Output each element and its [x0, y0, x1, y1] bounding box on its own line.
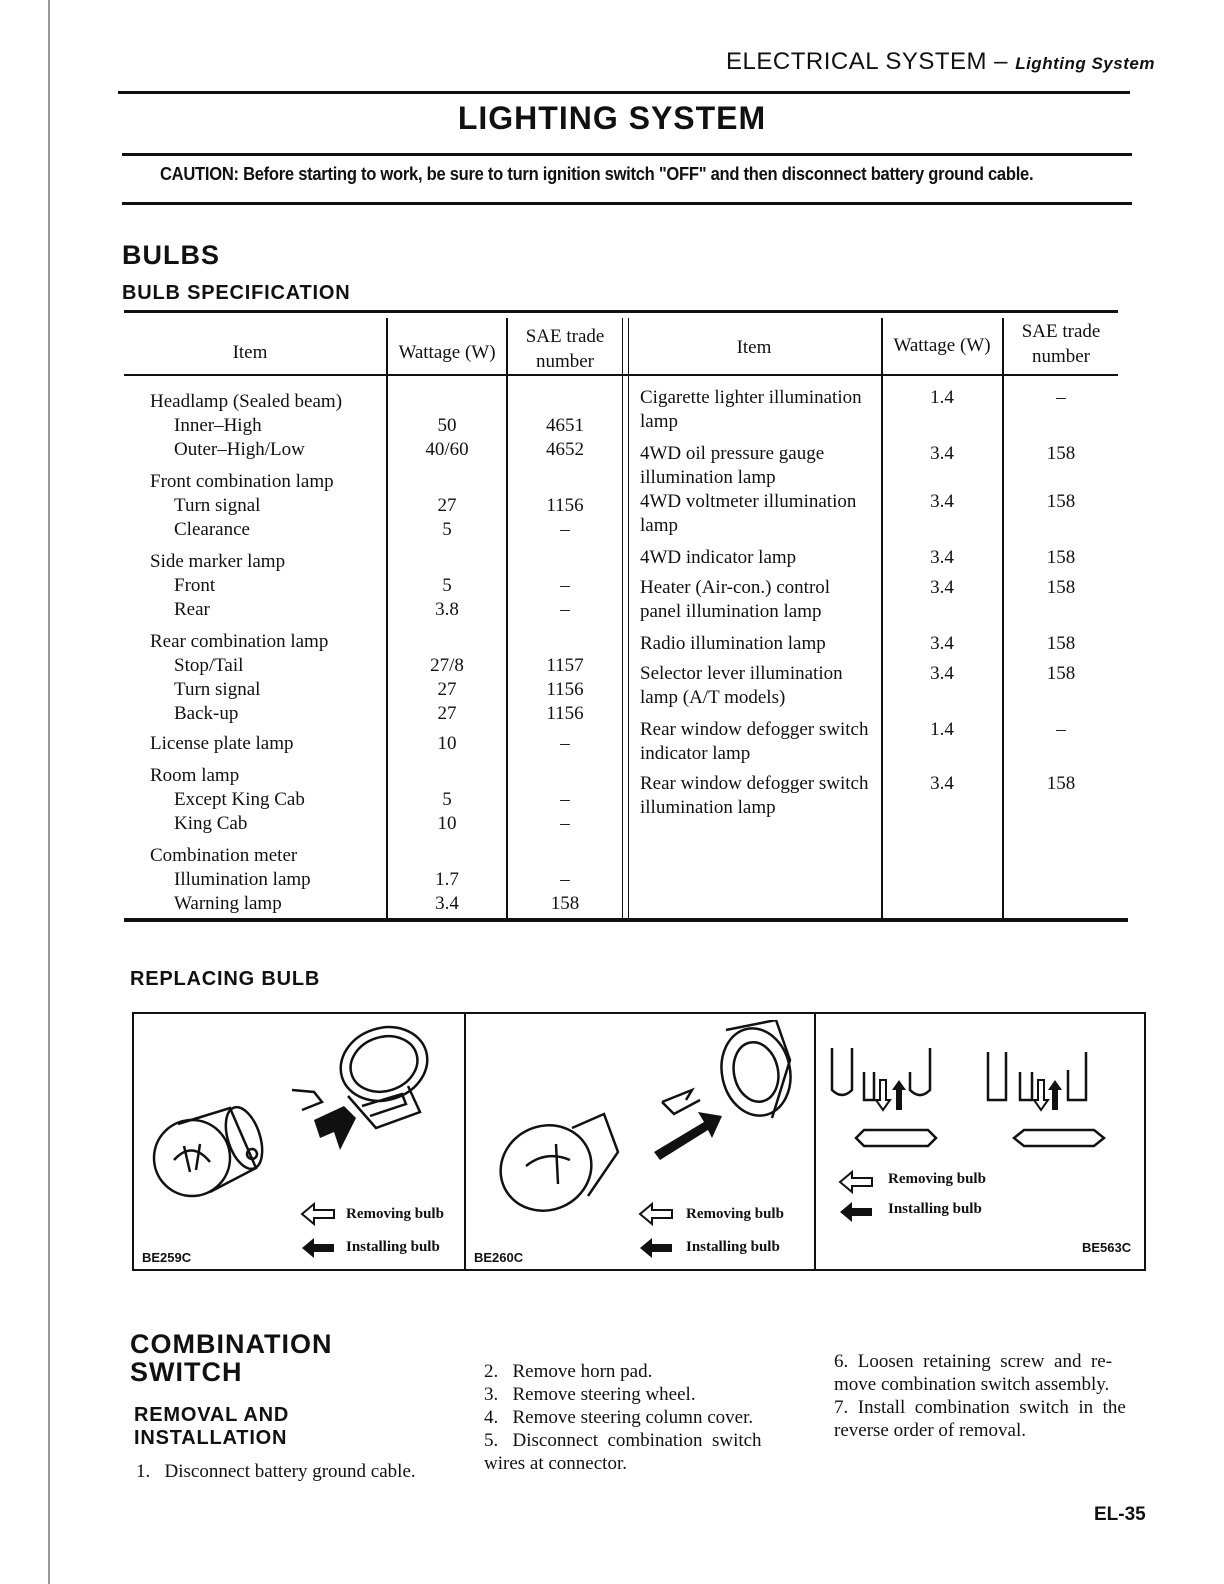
caution-note: CAUTION: Before starting to work, be sure to turn ignition switch "OFF" and then disconnect battery ground cable.: [160, 164, 1034, 184]
bulb-spec-heading: BULB SPECIFICATION: [122, 282, 351, 304]
heading-line: INSTALLATION: [134, 1427, 288, 1449]
legend-removing-bulb: Removing bulb: [888, 1171, 986, 1187]
item-cell: [640, 442, 824, 490]
wattage-cell: 1.4: [930, 387, 954, 408]
item-line: 4WD voltmeter illumination: [640, 491, 857, 512]
heading-line: COMBINATION: [130, 1329, 333, 1359]
item-cell: Combination meter: [150, 845, 298, 866]
bulbs-heading: BULBS: [122, 240, 220, 270]
wedge-bulb-illustration: [476, 1020, 806, 1220]
sae-cell: –: [1056, 387, 1066, 408]
step-text: Remove steering wheel.: [512, 1384, 696, 1405]
item-cell: [640, 632, 826, 656]
step-6-continued: move combination switch assembly.: [834, 1374, 1110, 1395]
header-rule: [118, 91, 1130, 94]
wattage-cell: 5: [442, 575, 452, 596]
step-number: 4.: [484, 1407, 499, 1428]
item-line: Selector lever illumination: [640, 663, 843, 684]
sae-cell: –: [560, 813, 570, 834]
step-number: 7.: [834, 1397, 849, 1418]
item-cell: [640, 662, 843, 710]
sae-cell: –: [560, 599, 570, 620]
installing-arrow-icon: [300, 1236, 336, 1260]
wattage-cell: 1.4: [930, 719, 954, 740]
page-number: EL-35: [1094, 1504, 1146, 1525]
wattage-cell: 1.7: [435, 869, 459, 890]
wattage-cell: 27: [437, 495, 457, 516]
sae-cell: 1157: [546, 655, 584, 676]
item-cell: Headlamp (Sealed beam): [150, 391, 343, 412]
replacing-bulb-figures: [132, 1012, 1146, 1271]
sae-header-line2: number: [535, 351, 595, 372]
step-number: 3.: [484, 1384, 499, 1405]
replacing-bulb-heading: REPLACING BULB: [130, 968, 321, 990]
item-cell: Stop/Tail: [174, 655, 244, 676]
wattage-cell: 3.4: [930, 663, 954, 684]
legend-removing-bulb: Removing bulb: [686, 1206, 784, 1222]
wattage-cell: 5: [442, 519, 452, 540]
item-cell: Clearance: [174, 519, 250, 540]
sae-cell: –: [560, 575, 570, 596]
wattage-cell: 40/60: [425, 439, 469, 460]
step-number: 6.: [834, 1351, 849, 1372]
item-line: panel illumination lamp: [640, 601, 822, 622]
item-cell: [640, 386, 862, 434]
wattage-cell: 3.4: [930, 491, 954, 512]
item-cell: Turn signal: [174, 679, 261, 700]
item-line: lamp: [640, 411, 678, 432]
legend-installing-bulb: Installing bulb: [888, 1201, 982, 1217]
item-line: Heater (Air-con.) control: [640, 577, 831, 598]
item-cell: King Cab: [174, 813, 248, 834]
sae-cell: 158: [550, 893, 580, 914]
item-cell: Warning lamp: [174, 893, 282, 914]
step-5: [484, 1429, 804, 1452]
wattage-cell: 27: [437, 703, 457, 724]
sae-header-line1: SAE trade: [1021, 321, 1101, 342]
sae-cell: 158: [1046, 633, 1076, 654]
item-line: 4WD oil pressure gauge: [640, 443, 825, 464]
sae-cell: 1156: [546, 679, 584, 700]
sae-cell: 158: [1046, 773, 1076, 794]
step-6: [834, 1350, 1154, 1373]
caution-top-rule: [122, 153, 1132, 156]
item-cell: [640, 576, 830, 624]
col-header-sae-right: [1004, 319, 1118, 369]
figure-code: BE260C: [474, 1250, 524, 1265]
figure-code: BE563C: [1082, 1240, 1132, 1255]
item-cell: Except King Cab: [174, 789, 305, 810]
item-cell: Inner–High: [174, 415, 262, 436]
figure-code: BE259C: [142, 1250, 192, 1265]
figure-divider: [464, 1014, 466, 1269]
step-2: [484, 1360, 804, 1383]
removal-installation-heading: [134, 1404, 289, 1450]
step-5-continued: wires at connector.: [484, 1453, 627, 1474]
wattage-cell: 10: [437, 813, 457, 834]
sae-cell: 1156: [546, 703, 584, 724]
wattage-cell: 5: [442, 789, 452, 810]
removing-arrow-icon: [638, 1202, 674, 1226]
wattage-cell: 3.4: [930, 633, 954, 654]
steps-column-2: [484, 1360, 804, 1475]
item-line: lamp: [640, 515, 678, 536]
step-number: 1.: [136, 1461, 151, 1482]
step-text: Remove steering column cover.: [512, 1407, 754, 1428]
wattage-cell: 3.8: [435, 599, 459, 620]
combination-switch-heading: [130, 1330, 332, 1386]
sae-cell: 4652: [546, 439, 584, 460]
wattage-cell: 27/8: [430, 655, 464, 676]
item-cell: Side marker lamp: [150, 551, 286, 572]
removing-arrow-icon: [300, 1202, 336, 1226]
page-margin-line: [48, 0, 50, 1584]
step-text: Remove horn pad.: [512, 1361, 653, 1382]
sae-cell: 1156: [546, 495, 584, 516]
page-title: LIGHTING SYSTEM: [457, 100, 767, 136]
installing-arrow-icon: [838, 1200, 874, 1224]
item-line: Radio illumination lamp: [640, 633, 826, 654]
wattage-cell: 3.4: [930, 443, 954, 464]
item-cell: Illumination lamp: [174, 869, 311, 890]
item-line: illumination lamp: [640, 797, 776, 818]
installing-arrow-icon: [638, 1236, 674, 1260]
step-number: 5.: [484, 1430, 499, 1451]
col-header-sae: [508, 324, 622, 374]
step-text: Loosen retaining screw and re-: [857, 1351, 1113, 1372]
step-1: [136, 1460, 456, 1483]
removing-arrow-icon: [838, 1170, 874, 1194]
header-subsection: Lighting System: [1015, 54, 1155, 73]
wattage-cell: 3.4: [930, 547, 954, 568]
item-cell: Rear: [174, 599, 210, 620]
step-3: [484, 1383, 804, 1406]
sae-cell: –: [560, 733, 570, 754]
item-cell: Outer–High/Low: [174, 439, 305, 460]
col-divider-double: [622, 318, 629, 922]
item-cell: Turn signal: [174, 495, 261, 516]
running-header: [726, 48, 1155, 76]
item-cell: Room lamp: [150, 765, 240, 786]
col-header-wattage-right: Wattage (W): [893, 335, 991, 356]
step-number: 2.: [484, 1361, 499, 1382]
table-header-rule: [124, 374, 1118, 376]
item-cell: [640, 718, 868, 766]
item-cell: Back-up: [174, 703, 239, 724]
sae-header-line2: number: [1031, 346, 1091, 367]
sae-cell: –: [560, 869, 570, 890]
col-header-wattage: Wattage (W): [398, 342, 496, 363]
bayonet-bulb-illustration: [144, 1020, 454, 1210]
item-line: illumination lamp: [640, 467, 776, 488]
item-line: 4WD indicator lamp: [640, 547, 797, 568]
legend-removing-bulb: Removing bulb: [346, 1206, 444, 1222]
item-cell: Rear combination lamp: [150, 631, 329, 652]
legend-installing-bulb: Installing bulb: [346, 1239, 440, 1255]
sae-cell: 158: [1046, 491, 1076, 512]
sae-cell: 158: [1046, 547, 1076, 568]
step-7: [834, 1396, 1154, 1419]
sae-header-line1: SAE trade: [525, 326, 605, 347]
sae-cell: –: [1056, 719, 1066, 740]
wattage-cell: 3.4: [930, 577, 954, 598]
item-line: Rear window defogger switch: [640, 773, 869, 794]
item-line: Cigarette lighter illumination: [640, 387, 862, 408]
col-header-item: Item: [232, 342, 268, 363]
item-cell: [640, 490, 856, 538]
sae-cell: 4651: [546, 415, 584, 436]
wattage-cell: 27: [437, 679, 457, 700]
figure-divider: [814, 1014, 816, 1269]
sae-cell: –: [560, 519, 570, 540]
col-header-item-right: Item: [736, 337, 772, 358]
sae-cell: 158: [1046, 577, 1076, 598]
item-cell: Front: [174, 575, 216, 596]
step-text: Disconnect battery ground cable.: [164, 1461, 416, 1482]
sae-cell: 158: [1046, 663, 1076, 684]
caution-bottom-rule: [122, 202, 1132, 205]
item-cell: Front combination lamp: [150, 471, 334, 492]
wattage-cell: 3.4: [435, 893, 459, 914]
heading-line: SWITCH: [130, 1357, 243, 1387]
item-line: lamp (A/T models): [640, 687, 786, 708]
step-text: Disconnect combination switch: [512, 1430, 762, 1451]
bulb-spec-table: [124, 310, 1118, 922]
step-text: Install combination switch in the: [857, 1397, 1126, 1418]
item-line: indicator lamp: [640, 743, 751, 764]
step-7-continued: reverse order of removal.: [834, 1420, 1027, 1441]
header-section: ELECTRICAL SYSTEM –: [726, 48, 1009, 75]
item-cell: License plate lamp: [150, 733, 294, 754]
wattage-cell: 50: [437, 415, 457, 436]
steps-column-3: [834, 1350, 1154, 1442]
step-4: [484, 1406, 804, 1429]
sae-cell: –: [560, 789, 570, 810]
table-top-rule: [124, 310, 1118, 313]
festoon-bulb-illustration: [824, 1028, 1136, 1148]
item-cell: [640, 546, 796, 570]
item-line: Rear window defogger switch: [640, 719, 869, 740]
heading-line: REMOVAL AND: [134, 1404, 290, 1426]
sae-cell: 158: [1046, 443, 1076, 464]
legend-installing-bulb: Installing bulb: [686, 1239, 780, 1255]
wattage-cell: 10: [437, 733, 457, 754]
wattage-cell: 3.4: [930, 773, 954, 794]
item-cell: [640, 772, 868, 820]
